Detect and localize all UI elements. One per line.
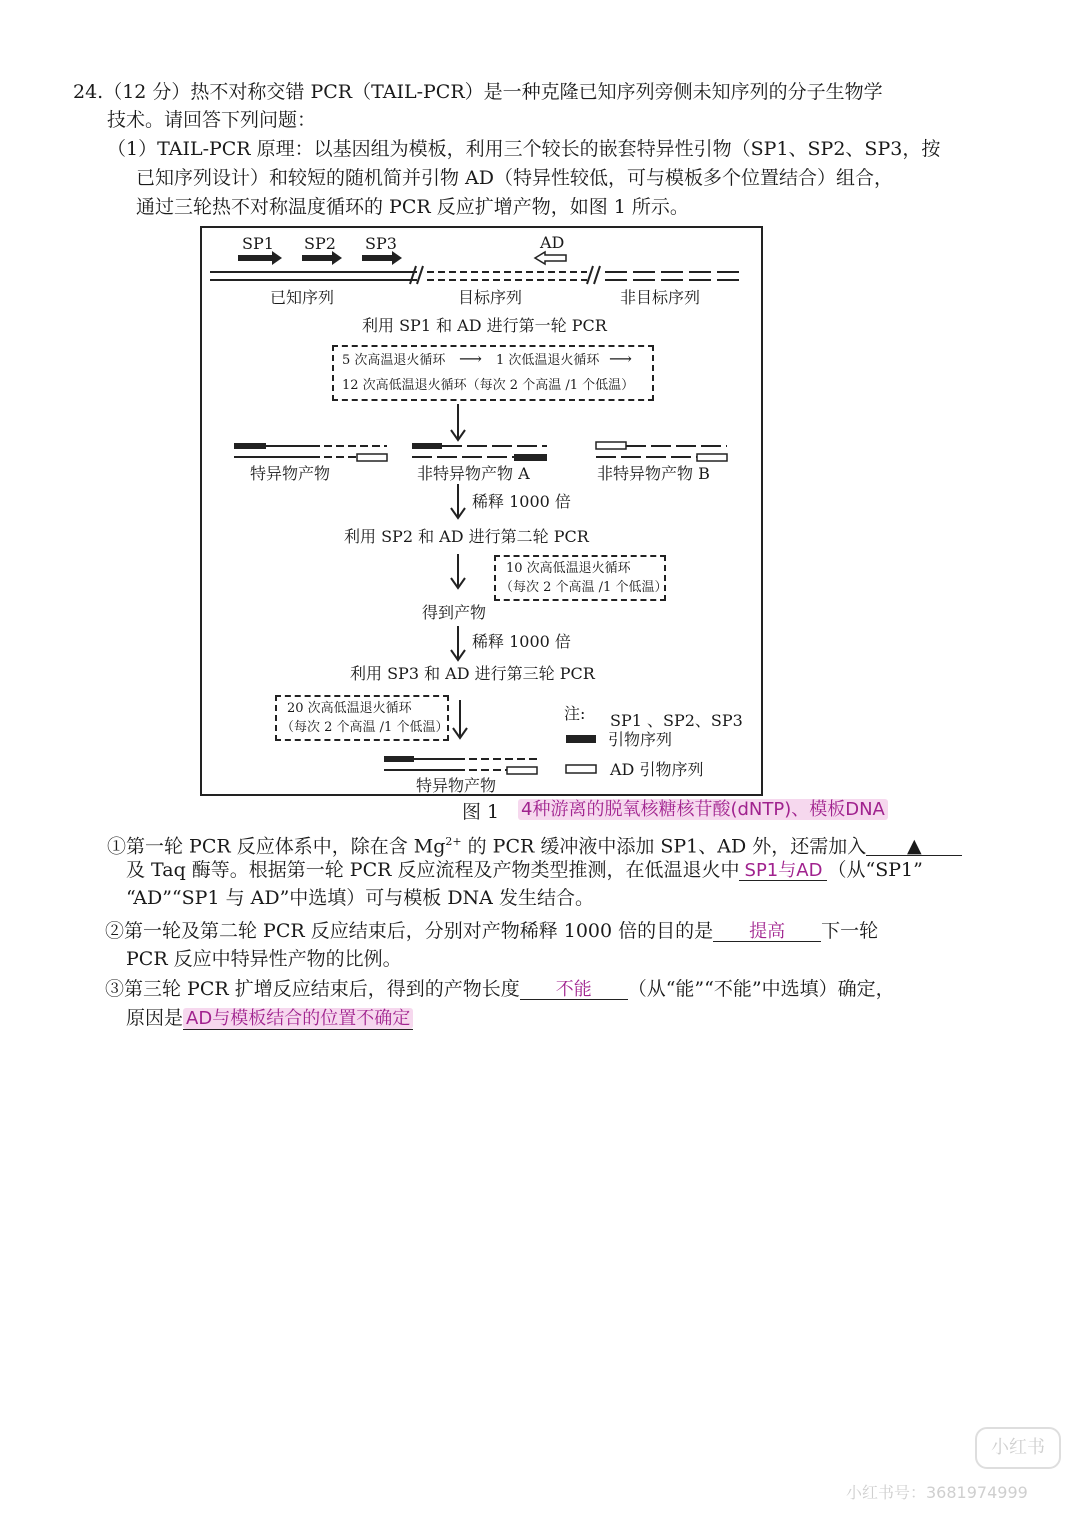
round2-down-arrow <box>451 554 465 588</box>
figure-caption: 图 1 <box>462 801 500 823</box>
q1-line-2 <box>126 857 923 883</box>
product-nonspecific-b-graphic <box>596 442 727 461</box>
q1-line-1 <box>107 829 962 859</box>
handwritten-answer-1 <box>518 797 888 823</box>
label-dilute-1: 稀释 1000 倍 <box>472 492 571 511</box>
q1-text-c: 及 Taq 酶等。根据第一轮 PCR 反应流程及产物类型推测，在低温退火中 <box>126 859 740 881</box>
round1-title: 利用 SP1 和 AD 进行第一轮 PCR <box>362 316 607 335</box>
round3-cycle-box <box>275 695 449 741</box>
label-known-seq: 已知序列 <box>270 288 335 307</box>
label-product-specific: 特异物产物 <box>250 464 331 483</box>
round2-box-line2: （每次 2 个高温 /1 个低温） <box>500 580 668 595</box>
break-mark-1 <box>410 266 423 284</box>
q2-text-a: ②第一轮及第二轮 PCR 反应结束后，分别对产物稀释 1000 倍的目的是 <box>105 920 714 942</box>
dna-target-region <box>427 272 587 280</box>
arrow-right-icon: ⟶ <box>609 349 632 368</box>
principle-line-3: 通过三轮热不对称温度循环的 PCR 反应扩增产物，如图 1 所示。 <box>136 196 689 218</box>
q2-line-1 <box>105 918 878 944</box>
dna-known-region <box>210 272 417 280</box>
q2-line-2: PCR 反应中特异性产物的比例。 <box>126 948 402 970</box>
round1-box-step1: 5 次高温退火循环 <box>342 353 446 368</box>
label-dilute-2: 稀释 1000 倍 <box>472 632 571 651</box>
dilute1-down-arrow <box>451 484 465 518</box>
q2-blank[interactable] <box>713 919 821 942</box>
label-sp2: SP2 <box>304 234 336 253</box>
answer-4-text: 不能 <box>555 979 592 1000</box>
legend-sp-line2: 引物序列 <box>608 730 673 749</box>
label-target-seq: 目标序列 <box>458 288 523 307</box>
principle-line-2: 已知序列设计）和较短的随机简并引物 AD（特异性较低，可与模板多个位置结合）组合， <box>136 167 893 189</box>
q3-blank-2[interactable] <box>183 1008 413 1030</box>
break-mark-2 <box>587 266 600 284</box>
label-sp3: SP3 <box>365 234 397 253</box>
question-header: 24.（12 分）热不对称交错 PCR（TAIL-PCR）是一种克隆已知序列旁侧未知序列的分子生物学 <box>73 81 883 103</box>
q1-text-b: 的 PCR 缓冲液中添加 SP1、AD 外，还需加入 <box>461 835 867 858</box>
arrow-right-icon: ⟶ <box>459 349 482 368</box>
q1-text-d: （从“SP1” <box>827 859 923 881</box>
label-round2-product: 得到产物 <box>422 603 487 622</box>
round3-title: 利用 SP3 和 AD 进行第三轮 PCR <box>350 664 595 683</box>
round1-box-step2: 1 次低温退火循环 <box>496 353 600 368</box>
round1-box-step3: 12 次高低温退火循环（每次 2 个高温 /1 个低温） <box>342 378 635 393</box>
answer-5-text: AD与模板结合的位置不确定 <box>183 1008 413 1029</box>
triangle-icon: ▲ <box>906 835 922 858</box>
question-header-cont: 技术。请回答下列问题： <box>107 109 317 131</box>
product-specific-graphic <box>234 443 387 461</box>
q1-superscript: 2+ <box>445 835 462 848</box>
legend-note-label: 注: <box>564 704 586 723</box>
legend-ad-text: AD 引物序列 <box>610 760 704 779</box>
label-ad: AD <box>540 233 565 252</box>
label-sp1: SP1 <box>242 234 274 253</box>
ad-primer-arrow <box>535 252 566 264</box>
q1-blank-1[interactable] <box>866 833 962 856</box>
q3-blank[interactable] <box>520 977 628 1000</box>
answer-3-text: 提高 <box>749 921 786 942</box>
round3-box-line2: （每次 2 个高温 /1 个低温） <box>281 720 449 735</box>
label-nontarget-seq: 非目标序列 <box>620 288 701 307</box>
q3-text-b: （从“能”“不能”中选填）确定， <box>627 978 895 1000</box>
answer-1-text: 4种游离的脱氧核糖核苷酸(dNTP)、模板DNA <box>518 799 888 820</box>
q1-line-3: “AD”“SP1 与 AD”中选填）可与模板 DNA 发生结合。 <box>126 887 594 909</box>
round2-box-line1: 10 次高低温退火循环 <box>506 561 631 576</box>
label-product-nonspecific-a: 非特异物产物 A <box>417 464 530 483</box>
figure-1 <box>200 226 763 796</box>
answer-2-text: SP1与AD <box>744 860 823 881</box>
round3-down-arrow <box>453 700 467 738</box>
final-product-graphic <box>384 756 537 774</box>
label-product-nonspecific-b: 非特异物产物 B <box>597 464 710 483</box>
round1-cycle-box <box>332 345 654 401</box>
legend-sp-line1: SP1 、SP2、SP3 <box>610 711 743 730</box>
round2-title: 利用 SP2 和 AD 进行第二轮 PCR <box>344 527 589 546</box>
watermark-id: 小红书号：3681974999 <box>846 1483 1028 1502</box>
q3-line-2 <box>126 1005 413 1032</box>
product-nonspecific-a-graphic <box>412 443 547 461</box>
round2-cycle-box <box>494 555 666 601</box>
round3-box-line1: 20 次高低温退火循环 <box>287 701 412 716</box>
q3-text-c: 原因是 <box>126 1007 184 1029</box>
watermark-logo: 小红书 <box>975 1427 1061 1469</box>
q1-blank-2[interactable] <box>739 858 827 881</box>
dilute2-down-arrow <box>451 626 465 660</box>
q1-text-a: ①第一轮 PCR 反应体系中，除在含 Mg <box>107 835 446 858</box>
legend-ad-symbol <box>566 765 596 773</box>
dna-nontarget-region <box>605 272 742 280</box>
label-final-product: 特异物产物 <box>416 776 497 795</box>
legend-sp-symbol <box>566 735 596 743</box>
q2-text-b: 下一轮 <box>821 920 879 942</box>
q3-line-1 <box>105 976 895 1002</box>
round1-down-arrow <box>451 404 465 440</box>
principle-line-1: （1）TAIL-PCR 原理：以基因组为模板，利用三个较长的嵌套特异性引物（SP1、SP2、SP3，按 <box>107 138 941 160</box>
q3-text-a: ③第三轮 PCR 扩增反应结束后，得到的产物长度 <box>105 978 520 1000</box>
